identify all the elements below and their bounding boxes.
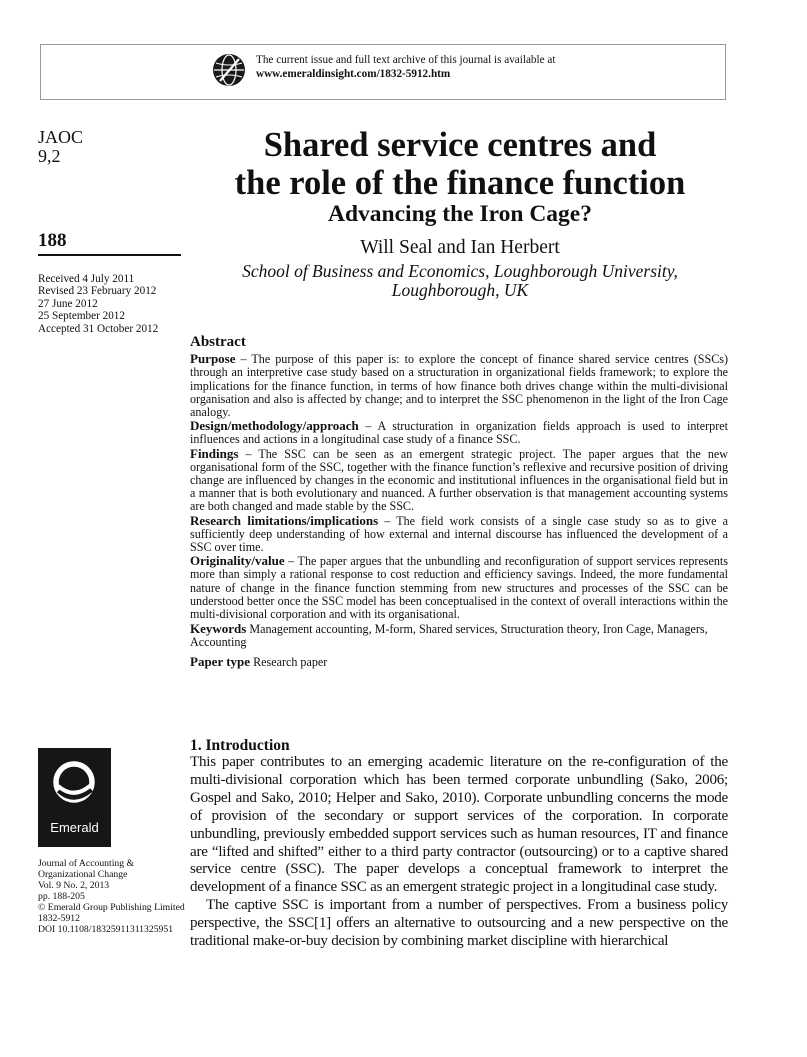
abstract-paper-type <box>190 655 728 669</box>
design-text: – A structuration in organization fields approach is used to interpret influences and actions in a longitudinal case study of a finance SSC. <box>190 419 728 447</box>
article-subtitle: Advancing the Iron Cage? <box>328 201 592 227</box>
citation-line: 1832-5912 <box>38 913 80 924</box>
banner-text <box>256 53 555 81</box>
emerald-logo <box>38 748 111 847</box>
title-line: the role of the finance function <box>234 164 686 202</box>
originality-text: – The paper argues that the unbundling and reconfiguration of support services represents more than simply a rational response to cost reduction and efficiency savings. Indeed, the more fundamental nature of change in the finance function stemming from new structures and processes of the SSC can be understood better once the SSC model has been conceptualised in the context of overall interactions within the multi-divisional corporation and with its organisational. <box>190 554 728 622</box>
received-dates <box>38 273 158 335</box>
purpose-label: Purpose <box>190 351 236 367</box>
journal-archive-banner <box>40 44 726 100</box>
findings-text: – The SSC can be seen as an emergent strategic project. The paper argues that the new organisational form of the SSC, together with the finance function’s reflexive and recursive position of driving change are influenced by changes in the economic and institutional influences in the organisational field but in a manner that is both evolutionary and nuanced. A further observation is that management accounting systems are both changed and made stable by the SSC. <box>190 446 728 514</box>
keywords-label: Keywords <box>190 621 247 637</box>
research-text: – The field work consists of a single case study so as to give a sufficiently deep understanding of how external and internal discourse has influenced the development of a SSC over time. <box>190 513 728 555</box>
abstract-research <box>190 514 728 555</box>
paper-type-text: Research paper <box>250 654 328 669</box>
keywords-text: Management accounting, M-form, Shared services, Structuration theory, Iron Cage, Managers, Accounting <box>190 622 708 650</box>
affiliation-line: School of Business and Economics, Loughborough University, <box>242 261 678 281</box>
abstract-findings <box>190 447 728 514</box>
emerald-swirl-icon <box>38 748 111 820</box>
abstract-heading: Abstract <box>190 334 246 350</box>
abstract-section <box>190 336 728 669</box>
logo-text: Emerald <box>50 820 99 835</box>
article-title <box>190 126 730 202</box>
originality-label: Originality/value <box>190 553 285 569</box>
journal-abbrev: JAOC <box>38 127 84 147</box>
citation-line: Journal of Accounting & <box>38 858 135 869</box>
paper-type-label: Paper type <box>190 653 251 669</box>
affiliation <box>190 262 730 300</box>
citation-line: Vol. 9 No. 2, 2013 <box>38 880 110 891</box>
intro-paragraph: This paper contributes to an emerging academic literature on the re-configuration of the multi-divisional corporation which has been termed corporate unbundling (Sako, 2006; Gospel and Sako, 2010; Helper and Sako, 2010). Corporate unbundling concerns the mode of provision of the secondary or support services of the corporation. In corporate unbundling, previously embedded support services such as human resources, IT and finance are “lifted and shifted” either to a third party contractor (outsourcing) or to a captive shared service centre (SSC). The paper develops a conceptual framework to interpret the development of a finance SSC as an emergent strategic project in a longitudinal case study. <box>190 754 728 896</box>
banner-line: The current issue and full text archive of this journal is available at <box>256 54 556 66</box>
purpose-text: – The purpose of this paper is: to explore the concept of finance shared service centres (SSCs) through an interpretive case study based on a structuration in organizational fields framework; to explore the implications for the finance function, in terms of how finance both drives change within the multi-divisional organisation and also is affected by change; and to interpret the SSC phenomenon in the light of the Iron Cage analogy. <box>190 352 728 420</box>
date-line: Revised 23 February 2012 <box>38 285 157 298</box>
citation-line: DOI 10.1108/18325911311325951 <box>38 924 174 935</box>
citation-line: © Emerald Group Publishing Limited <box>38 902 185 913</box>
introduction-section <box>190 737 728 951</box>
abstract-design <box>190 419 728 446</box>
date-line: Received 4 July 2011 <box>38 273 135 285</box>
findings-label: Findings <box>190 445 239 461</box>
introduction-heading: 1. Introduction <box>190 737 290 754</box>
journal-code <box>38 128 83 166</box>
design-label: Design/methodology/approach <box>190 418 359 434</box>
journal-url-link[interactable]: www.emeraldinsight.com/1832-5912.htm <box>256 68 451 80</box>
title-line: Shared service centres and <box>263 126 657 164</box>
date-line: Accepted 31 October 2012 <box>38 322 159 335</box>
emerald-globe-icon <box>212 53 246 87</box>
page-number: 188 <box>38 230 67 251</box>
date-line: 25 September 2012 <box>38 310 125 323</box>
abstract-originality <box>190 554 728 621</box>
journal-citation <box>38 858 188 935</box>
citation-line: pp. 188-205 <box>38 891 85 902</box>
abstract-purpose <box>190 352 728 419</box>
intro-paragraph: The captive SSC is important from a number of perspectives. From a business policy perspective, the SSC[1] offers an alternative to outsourcing and a new perspective on the traditional make-or-buy decision by combining market discipline with hierarchical <box>190 897 728 950</box>
authors: Will Seal and Ian Herbert <box>360 237 560 258</box>
volume-issue: 9,2 <box>38 146 61 166</box>
divider <box>38 254 181 256</box>
date-line: 27 June 2012 <box>38 297 98 310</box>
affiliation-line: Loughborough, UK <box>391 280 529 300</box>
citation-line: Organizational Change <box>38 869 128 880</box>
abstract-keywords <box>190 622 728 649</box>
research-label: Research limitations/implications <box>190 512 379 528</box>
